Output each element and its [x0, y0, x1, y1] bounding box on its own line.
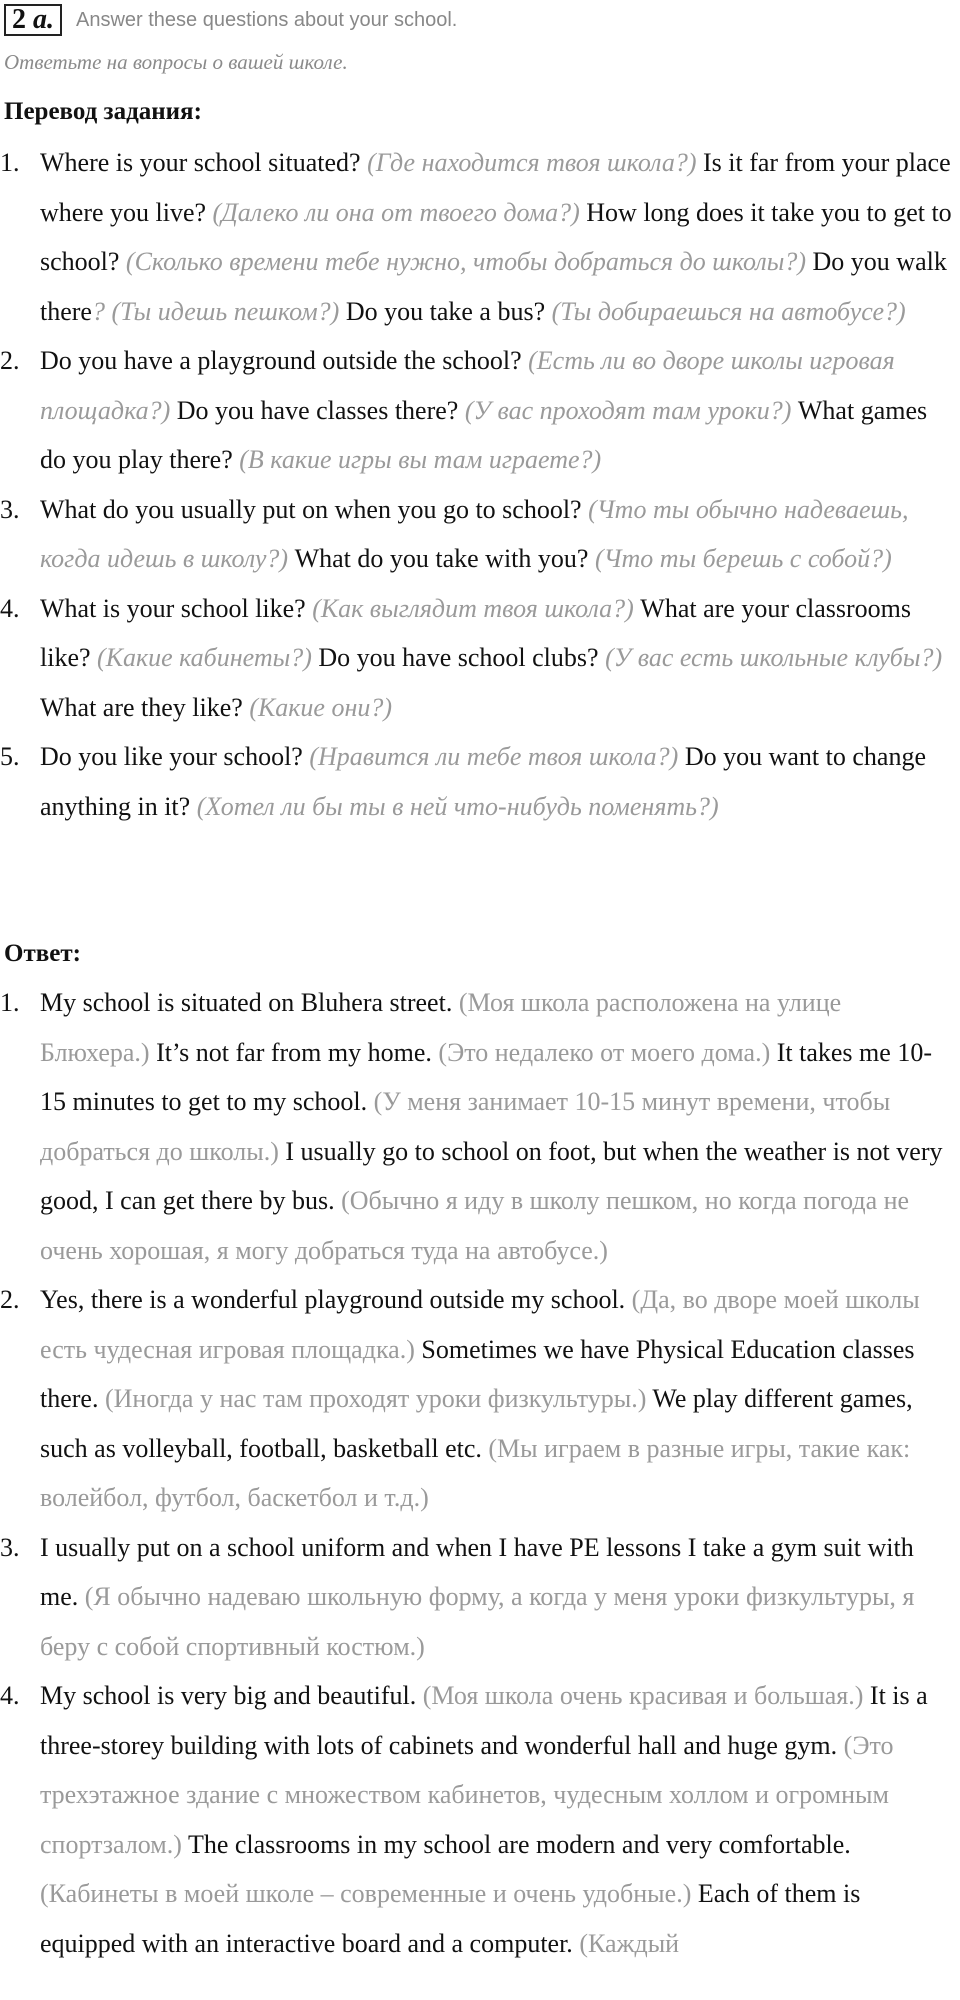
russian-translation: (Как выглядит твоя школа?)	[312, 593, 641, 623]
item-number: 3.	[0, 494, 20, 524]
russian-translation: (В какие игры вы там играете?)	[239, 445, 602, 474]
task-header	[4, 4, 457, 36]
item-number: 5.	[0, 742, 20, 771]
russian-translation: (Обычно я иду в школу пешком, но когда погода не очень хорошая, я могу добраться туда на автобусе.)	[40, 1186, 910, 1265]
question-item	[0, 732, 956, 831]
item-number: 4.	[0, 1681, 20, 1710]
russian-translation: (Да, во дворе моей школы есть чудесная игровая площадка.)	[40, 1285, 920, 1364]
english-text: Sometimes we have Physical Education classes there.	[40, 1334, 915, 1413]
item-number: 1.	[0, 148, 20, 177]
english-text: What do you take with you?	[294, 544, 595, 573]
russian-translation: ? (Ты идешь пешком?)	[91, 296, 346, 326]
russian-translation: (У вас есть школьные клубы?)	[605, 643, 943, 672]
item-number: 1.	[0, 988, 20, 1017]
english-text: Do you have school clubs?	[318, 643, 606, 672]
english-text: My school is situated on Bluhera street.	[40, 988, 459, 1017]
russian-translation: (Моя школа очень красивая и большая.)	[422, 1681, 870, 1710]
english-text: Yes, there is a wonderful playground outside my school.	[40, 1285, 632, 1314]
russian-translation: (Иногда у нас там проходят уроки физкультуры.)	[104, 1384, 653, 1413]
english-text: The classrooms in my school are modern and very comfortable.	[187, 1829, 851, 1859]
task-number: 2	[12, 4, 26, 35]
item-number: 4.	[0, 593, 20, 623]
translation-heading: Перевод задания:	[4, 98, 202, 125]
questions-list	[0, 138, 956, 831]
russian-translation: (Есть ли во дворе школы игровая площадка?)	[40, 346, 895, 425]
item-number: 3.	[0, 1532, 20, 1562]
russian-translation: (Где находится твоя школа?)	[367, 148, 703, 177]
russian-translation: (Ты добираешься на автобусе?)	[551, 296, 906, 326]
english-text: Do you take a bus?	[345, 296, 552, 326]
question-item	[0, 485, 956, 584]
russian-translation: (Нравится ли тебе твоя школа?)	[309, 742, 685, 771]
english-text: I usually put on a school uniform and when I have PE lessons I take a gym suit with me.	[40, 1532, 914, 1611]
item-number: 2.	[0, 1285, 20, 1314]
english-text: Do you have a playground outside the school?	[40, 346, 529, 375]
russian-translation: (Что ты берешь с собой?)	[594, 544, 892, 573]
instruction-ru: Ответьте на вопросы о вашей школе.	[4, 50, 348, 74]
russian-translation: (Это трехэтажное здание с множеством кабинетов, чудесным холлом и огромным спортзалом.)	[40, 1730, 894, 1859]
english-text: What is your school like?	[40, 593, 313, 623]
russian-translation: (Моя школа расположена на улице Блюхера.)	[40, 988, 842, 1067]
english-text: What are your classrooms like?	[40, 593, 912, 672]
russian-translation: (Это недалеко от моего дома.)	[438, 1037, 777, 1067]
russian-translation: (Каждый	[579, 1928, 680, 1958]
english-text: Do you walk there	[40, 247, 947, 326]
answer-item	[0, 1275, 956, 1523]
russian-translation: (Что ты обычно надеваешь, когда идешь в школу?)	[40, 494, 909, 573]
english-text: How long does it take you to get to school?	[40, 197, 952, 276]
english-text: Each of them is equipped with an interactive board and a computer.	[40, 1879, 861, 1958]
answer-heading: Ответ:	[4, 940, 81, 967]
russian-translation: (Хотел ли бы ты в ней что-нибудь поменять?)	[196, 791, 719, 821]
question-item	[0, 138, 956, 336]
english-text: My school is very big and beautiful.	[40, 1681, 423, 1710]
task-number-box	[4, 4, 62, 36]
russian-translation: (Какие они?)	[249, 692, 393, 722]
english-text: We play different games, such as volleyball, football, basketball etc.	[40, 1384, 913, 1463]
answer-item	[0, 1523, 956, 1672]
item-number: 2.	[0, 346, 20, 375]
english-text: Do you want to change anything in it?	[40, 742, 926, 821]
answer-item	[0, 1671, 956, 1968]
russian-translation: (Какие кабинеты?)	[97, 643, 319, 672]
russian-translation: (Кабинеты в моей школе – современные и очень удобные.)	[40, 1879, 698, 1908]
english-text: Do you like your school?	[40, 742, 310, 771]
english-text: Do you have classes there?	[176, 395, 465, 425]
english-text: What are they like?	[40, 692, 250, 722]
russian-translation: (У вас проходят там уроки?)	[464, 395, 798, 425]
english-text: It takes me 10-15 minutes to get to my school.	[40, 1037, 932, 1116]
answer-item	[0, 978, 956, 1275]
english-text: I usually go to school on foot, but when the weather is not very good, I can get there by bus.	[40, 1136, 943, 1215]
english-text: It’s not far from my home.	[156, 1037, 439, 1067]
russian-translation: (Сколько времени тебе нужно, чтобы добраться до школы?)	[125, 247, 813, 276]
english-text: It is a three-storey building with lots of cabinets and wonderful hall and huge gym.	[40, 1681, 928, 1760]
russian-translation: (Мы играем в разные игры, такие как: волейбол, футбол, баскетбол и т.д.)	[40, 1433, 911, 1512]
english-text: Is it far from your place where you live?	[40, 148, 951, 227]
question-item	[0, 584, 956, 733]
task-letter: a.	[33, 4, 54, 35]
answers-list	[0, 978, 956, 1968]
question-item	[0, 336, 956, 485]
russian-translation: (Далеко ли она от твоего дома?)	[212, 197, 587, 227]
russian-translation: (Я обычно надеваю школьную форму, а когда у меня уроки физкультуры, я беру с собой спортивный костюм.)	[40, 1582, 915, 1661]
english-text: Where is your school situated?	[40, 148, 368, 177]
task-text: Answer these questions about your school.	[76, 8, 458, 31]
english-text: What games do you play there?	[40, 395, 928, 474]
english-text: What do you usually put on when you go to school?	[40, 494, 589, 524]
russian-translation: (У меня занимает 10-15 минут времени, чтобы добраться до школы.)	[40, 1087, 891, 1166]
